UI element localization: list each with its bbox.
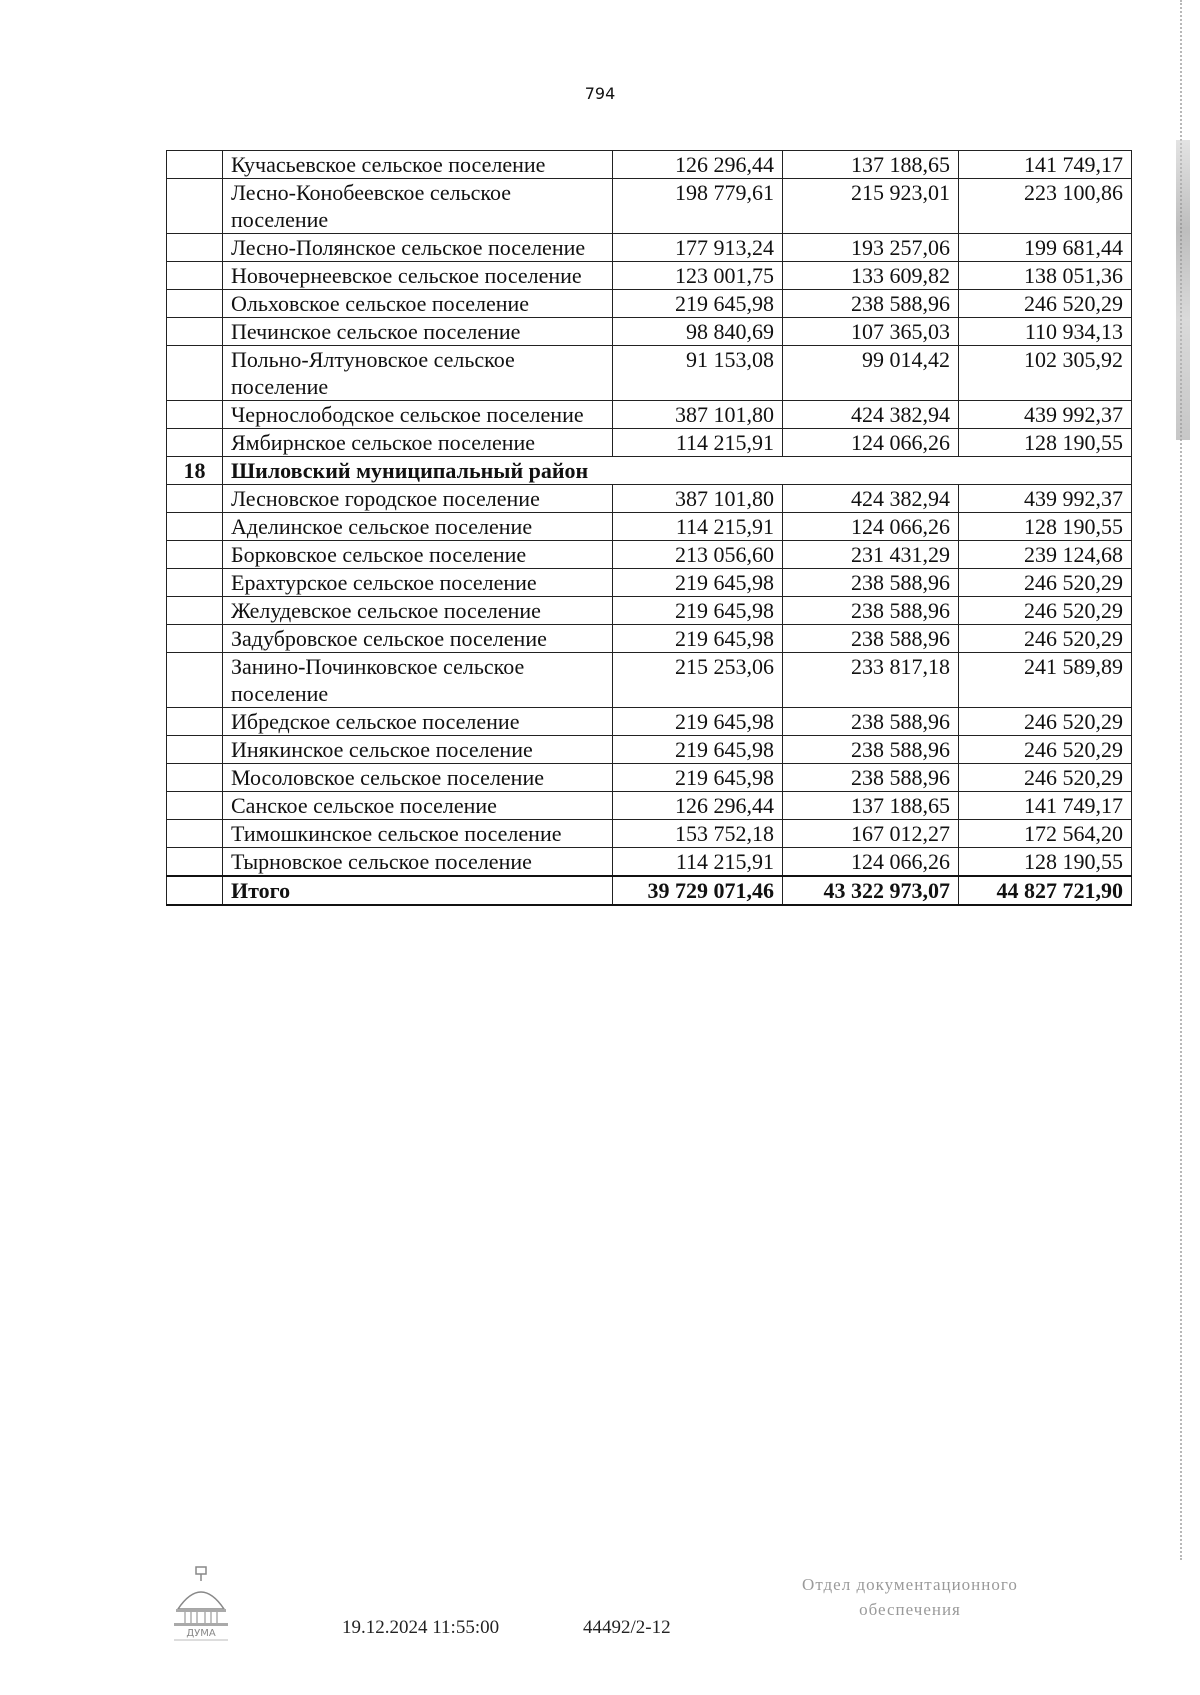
table-row [167,485,1132,513]
value-col-1: 91 153,08 [613,346,783,401]
page-number: 794 [584,84,616,103]
value-col-1: 219 645,98 [613,290,783,318]
settlement-name: Кучасьевское сельское поселение [223,151,613,179]
value-col-3: 246 520,29 [959,625,1132,653]
row-number [167,401,223,429]
row-number [167,541,223,569]
settlement-name: Лесно-Полянское сельское поселение [223,234,613,262]
settlement-name: Аделинское сельское поселение [223,513,613,541]
row-number [167,346,223,401]
duma-logo-icon [170,1565,232,1643]
settlement-name: Тырновское сельское поселение [223,848,613,877]
table-row [167,234,1132,262]
table-row [167,569,1132,597]
settlement-name: Ибредское сельское поселение [223,708,613,736]
table-row [167,653,1132,708]
value-col-1: 219 645,98 [613,569,783,597]
table-row [167,820,1132,848]
value-col-2: 137 188,65 [783,792,959,820]
settlement-name: Желудевское сельское поселение [223,597,613,625]
value-col-2: 193 257,06 [783,234,959,262]
value-col-1: 219 645,98 [613,708,783,736]
value-col-3: 172 564,20 [959,820,1132,848]
row-number [167,569,223,597]
value-col-3: 223 100,86 [959,179,1132,234]
settlement-name: Лесно-Конобеевское сельское поселение [223,179,613,234]
value-col-2: 424 382,94 [783,401,959,429]
settlement-name: Новочернеевское сельское поселение [223,262,613,290]
value-col-2: 231 431,29 [783,541,959,569]
row-number [167,708,223,736]
row-number [167,848,223,877]
table-row [167,151,1132,179]
footer-reg-number: 44492/2-12 [583,1617,671,1638]
total-value-1: 39 729 071,46 [613,876,783,905]
settlement-name: Чернослободское сельское поселение [223,401,613,429]
table-row [167,262,1132,290]
budget-table [166,150,1132,906]
svg-text:ДУМА: ДУМА [186,1628,216,1639]
value-col-2: 238 588,96 [783,290,959,318]
table-row [167,401,1132,429]
settlement-name: Ямбирнское сельское поселение [223,429,613,457]
value-col-1: 219 645,98 [613,764,783,792]
value-col-3: 199 681,44 [959,234,1132,262]
value-col-1: 114 215,91 [613,513,783,541]
value-col-3: 141 749,17 [959,151,1132,179]
table-row [167,625,1132,653]
value-col-1: 98 840,69 [613,318,783,346]
total-blank-cell [167,876,223,905]
value-col-1: 219 645,98 [613,625,783,653]
value-col-2: 124 066,26 [783,513,959,541]
value-col-1: 114 215,91 [613,848,783,877]
value-col-1: 387 101,80 [613,401,783,429]
total-value-3: 44 827 721,90 [959,876,1132,905]
value-col-2: 133 609,82 [783,262,959,290]
settlement-name: Занино-Починковское сельское поселение [223,653,613,708]
value-col-3: 110 934,13 [959,318,1132,346]
value-col-1: 215 253,06 [613,653,783,708]
table-row [167,318,1132,346]
table-row [167,290,1132,318]
total-value-2: 43 322 973,07 [783,876,959,905]
value-col-2: 238 588,96 [783,736,959,764]
value-col-3: 439 992,37 [959,485,1132,513]
row-number [167,597,223,625]
value-col-3: 246 520,29 [959,290,1132,318]
settlement-name: Ерахтурское сельское поселение [223,569,613,597]
table-row [167,736,1132,764]
row-number [167,262,223,290]
stamp-line-2: обеспечения [859,1600,961,1619]
table-row [167,513,1132,541]
value-col-1: 219 645,98 [613,736,783,764]
value-col-3: 246 520,29 [959,569,1132,597]
table-body [167,151,1132,906]
settlement-name: Инякинское сельское поселение [223,736,613,764]
value-col-2: 137 188,65 [783,151,959,179]
value-col-3: 138 051,36 [959,262,1132,290]
value-col-2: 215 923,01 [783,179,959,234]
value-col-1: 114 215,91 [613,429,783,457]
table-row [167,541,1132,569]
value-col-3: 128 190,55 [959,513,1132,541]
district-row [167,457,1132,485]
row-number [167,290,223,318]
settlement-name: Задубровское сельское поселение [223,625,613,653]
total-row [167,876,1132,905]
row-number [167,429,223,457]
settlement-name: Польно-Ялтуновское сельское поселение [223,346,613,401]
row-number [167,625,223,653]
row-number [167,151,223,179]
value-col-1: 153 752,18 [613,820,783,848]
value-col-3: 241 589,89 [959,653,1132,708]
row-number [167,485,223,513]
total-label: Итого [223,876,613,905]
settlement-name: Лесновское городское поселение [223,485,613,513]
row-number [167,764,223,792]
table-row [167,792,1132,820]
row-number [167,513,223,541]
table-row [167,708,1132,736]
value-col-1: 126 296,44 [613,792,783,820]
value-col-3: 239 124,68 [959,541,1132,569]
settlement-name: Борковское сельское поселение [223,541,613,569]
value-col-2: 99 014,42 [783,346,959,401]
table-row [167,346,1132,401]
value-col-1: 123 001,75 [613,262,783,290]
table-row [167,179,1132,234]
value-col-2: 238 588,96 [783,764,959,792]
value-col-1: 198 779,61 [613,179,783,234]
table-row [167,429,1132,457]
settlement-name: Ольховское сельское поселение [223,290,613,318]
settlement-name: Санское сельское поселение [223,792,613,820]
value-col-2: 107 365,03 [783,318,959,346]
value-col-2: 238 588,96 [783,597,959,625]
row-number [167,179,223,234]
scan-mark-artifact [1176,140,1190,440]
footer-datetime: 19.12.2024 11:55:00 [342,1617,500,1638]
value-col-3: 102 305,92 [959,346,1132,401]
settlement-name: Печинское сельское поселение [223,318,613,346]
value-col-1: 126 296,44 [613,151,783,179]
value-col-3: 141 749,17 [959,792,1132,820]
table-row [167,848,1132,877]
value-col-3: 128 190,55 [959,429,1132,457]
value-col-2: 167 012,27 [783,820,959,848]
value-col-3: 439 992,37 [959,401,1132,429]
value-col-1: 219 645,98 [613,597,783,625]
value-col-2: 233 817,18 [783,653,959,708]
department-stamp [760,1572,1060,1622]
table-row [167,597,1132,625]
settlement-name: Тимошкинское сельское поселение [223,820,613,848]
row-number [167,653,223,708]
value-col-3: 128 190,55 [959,848,1132,877]
value-col-3: 246 520,29 [959,708,1132,736]
value-col-2: 238 588,96 [783,569,959,597]
stamp-line-1: Отдел документационного [802,1575,1018,1594]
value-col-2: 124 066,26 [783,848,959,877]
value-col-3: 246 520,29 [959,736,1132,764]
value-col-1: 213 056,60 [613,541,783,569]
row-number [167,736,223,764]
value-col-2: 238 588,96 [783,708,959,736]
district-name: Шиловский муниципальный район [223,457,1132,485]
value-col-3: 246 520,29 [959,764,1132,792]
district-number: 18 [167,457,223,485]
value-col-2: 424 382,94 [783,485,959,513]
value-col-3: 246 520,29 [959,597,1132,625]
value-col-1: 177 913,24 [613,234,783,262]
value-col-2: 238 588,96 [783,625,959,653]
table-row [167,764,1132,792]
row-number [167,792,223,820]
row-number [167,820,223,848]
settlement-name: Мосоловское сельское поселение [223,764,613,792]
value-col-1: 387 101,80 [613,485,783,513]
row-number [167,318,223,346]
row-number [167,234,223,262]
value-col-2: 124 066,26 [783,429,959,457]
